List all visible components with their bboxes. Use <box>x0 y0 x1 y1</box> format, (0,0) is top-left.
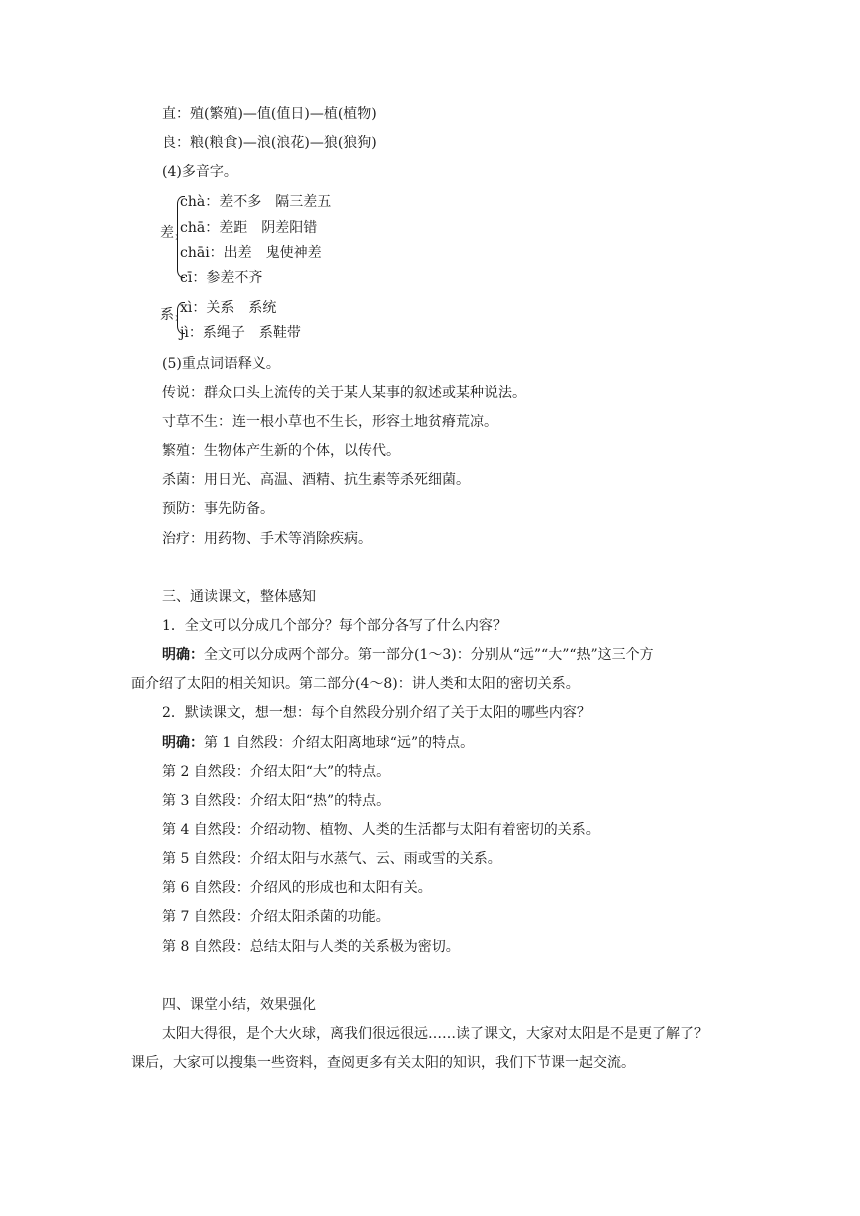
char-label: 良： <box>162 135 190 151</box>
paragraph-summary: 第 7 自然段：介绍太阳杀菌的功能。 <box>162 909 390 925</box>
vocab-heading: (5)重点词语释义。 <box>162 356 280 372</box>
paragraph-summary: 第 8 自然段：总结太阳与人类的关系极为密切。 <box>162 939 460 955</box>
section-heading: 三、通读课文，整体感知 <box>162 589 316 605</box>
paragraph-summary: 第 5 自然段：介绍太阳与水蒸气、云、雨或雪的关系。 <box>162 851 502 867</box>
summary-text: 课后，大家可以搜集一些资料，查阅更多有关太阳的知识，我们下节课一起交流。 <box>131 1055 635 1071</box>
vocab-item: 预防：事先防备。 <box>162 501 274 517</box>
reading-item: jì：系绳子 系鞋带 <box>180 325 301 341</box>
vocab-item: 繁殖：生物体产生新的个体，以传代。 <box>162 443 400 459</box>
answer-continuation: 面介绍了太阳的相关知识。第二部分(4～8)：讲人类和太阳的密切关系。 <box>131 676 580 692</box>
reading-item: chā：差距 阴差阳错 <box>180 220 318 236</box>
vocab-item: 传说：群众口头上流传的关于某人某事的叙述或某种说法。 <box>162 385 526 401</box>
paragraph-summary: 第 2 自然段：介绍太阳“大”的特点。 <box>162 764 391 780</box>
char-label: 直： <box>162 106 190 122</box>
question: 2．默读课文，想一想：每个自然段分别介绍了关于太阳的哪些内容？ <box>162 705 591 721</box>
char-row-liang <box>162 133 377 153</box>
char-row-zhi <box>162 104 377 124</box>
answer-text: 第 1 自然段：介绍太阳离地球“远”的特点。 <box>204 735 475 751</box>
reading-item: chāi：出差 鬼使神差 <box>180 245 322 261</box>
polyphonic-char: 系 <box>160 307 174 323</box>
section-heading: 四、课堂小结，效果强化 <box>162 997 316 1013</box>
summary-text: 太阳大得很，是个大火球，离我们很远很远……读了课文，大家对太阳是不是更了解了？ <box>162 1026 708 1042</box>
vocab-item: 治疗：用药物、手术等消除疾病。 <box>162 531 372 547</box>
paragraph-summary: 第 4 自然段：介绍动物、植物、人类的生活都与太阳有着密切的关系。 <box>162 822 600 838</box>
answer-label: 明确： <box>162 735 204 751</box>
polyphonic-heading: (4)多音字。 <box>162 164 238 180</box>
answer-text: 全文可以分成两个部分。第一部分(1～3)：分别从“远”“大”“热”这三个方 <box>204 647 654 663</box>
question: 1．全文可以分成几个部分？每个部分各写了什么内容？ <box>162 618 507 634</box>
char-text: 殖(繁殖)—值(值日)—植(植物) <box>190 106 377 122</box>
reading-item: cī：参差不齐 <box>180 270 263 286</box>
polyphonic-char: 差 <box>160 225 174 241</box>
char-text: 粮(粮食)—浪(浪花)—狼(狼狗) <box>190 135 377 151</box>
answer-line <box>162 645 654 665</box>
answer-line <box>162 733 474 753</box>
reading-item: xì：关系 系统 <box>180 300 277 316</box>
reading-item: chà：差不多 隔三差五 <box>180 194 332 210</box>
paragraph-summary: 第 6 自然段：介绍风的形成也和太阳有关。 <box>162 880 432 896</box>
paragraph-summary: 第 3 自然段：介绍太阳“热”的特点。 <box>162 793 391 809</box>
vocab-item: 寸草不生：连一根小草也不生长，形容土地贫瘠荒凉。 <box>162 414 498 430</box>
vocab-item: 杀菌：用日光、高温、酒精、抗生素等杀死细菌。 <box>162 472 470 488</box>
answer-label: 明确： <box>162 647 204 663</box>
